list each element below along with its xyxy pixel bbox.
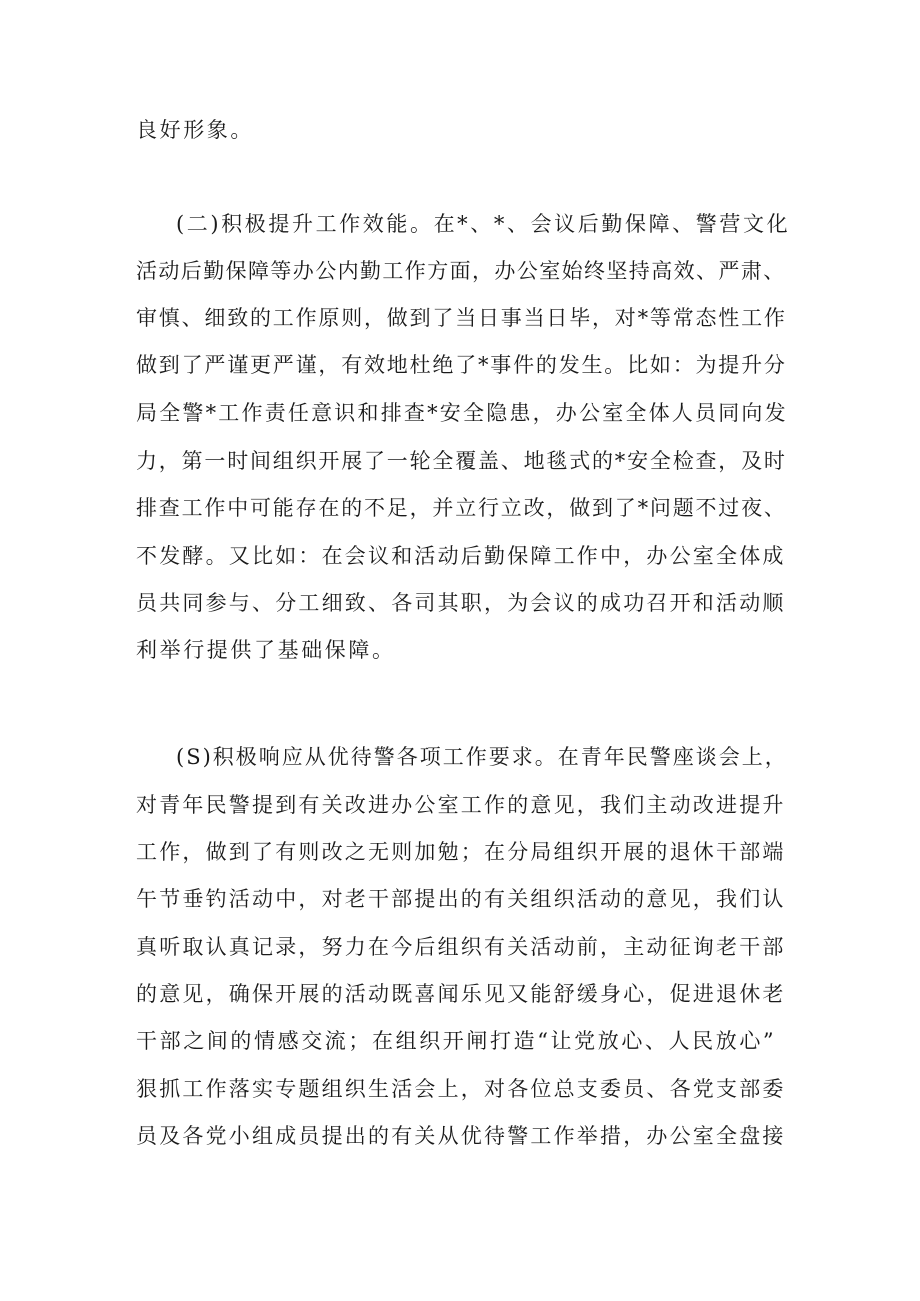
paragraph-2-line-3: 审慎、细致的工作原则，做到了当日事当日毕，对*等常态性工作 [136, 306, 787, 330]
paragraph-3-line-7: 干部之间的情感交流；在组织开闸打造“让党放心、人民放心” [136, 1029, 777, 1053]
paragraph-2-line-9: 员共同参与、分工细致、各司其职，为会议的成功召开和活动顺 [136, 591, 786, 615]
paragraph-3-line-5: 真听取认真记录，努力在今后组织有关活动前，主动征询老干部 [136, 935, 786, 959]
paragraph-3-line-3: 工作，做到了有则改之无则加勉；在分局组织开展的退休干部端 [136, 840, 786, 864]
paragraph-3-line-2: 对青年民警提到有关改进办公室工作的意见，我们主动改进提升 [136, 793, 786, 817]
paragraph-2-line-2: 活动后勤保障等办公内勤工作方面，办公室始终坚持高效、严肃、 [136, 259, 786, 283]
paragraph-3-line-8: 狠抓工作落实专题组织生活会上，对各位总支委员、各党支部委 [136, 1077, 786, 1101]
paragraph-2-line-5: 局全警*工作责任意识和排查*安全隐患，办公室全体人员同向发 [136, 401, 788, 425]
paragraph-3-line-6: 的意见，确保开展的活动既喜闻乐见又能舒缓身心，促进退休老 [136, 982, 786, 1006]
paragraph-2-line-6: 力，第一时间组织开展了一轮全覆盖、地毯式的*安全检查，及时 [136, 449, 787, 473]
paragraph-3-line-1: (S)积极响应从优待警各项工作要求。在青年民警座谈会上， [176, 745, 788, 769]
paragraph-3-line-9: 员及各党小组成员提出的有关从优待警工作举措，办公室全盘接 [136, 1124, 786, 1148]
paragraph-2-line-4: 做到了严谨更严谨，有效地杜绝了*事件的发生。比如：为提升分 [136, 353, 787, 377]
paragraph-2-line-7: 排查工作中可能存在的不足，并立行立改，做到了*问题不过夜、 [136, 496, 787, 520]
paragraph-2-line-8: 不发酵。又比如：在会议和活动后勤保障工作中，办公室全体成 [136, 544, 786, 568]
paragraph-1-line-1: 良好形象。 [136, 118, 254, 142]
paragraph-3-line-4: 午节垂钓活动中，对老干部提出的有关组织活动的意见，我们认 [136, 887, 786, 911]
paragraph-2-line-1: (二)积极提升工作效能。在*、*、会议后勤保障、警营文化 [176, 212, 791, 236]
paragraph-2-line-10: 利举行提供了基础保障。 [136, 638, 396, 662]
